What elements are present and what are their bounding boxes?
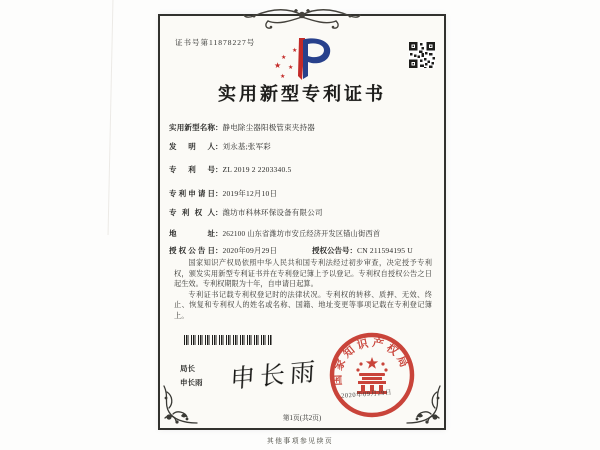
paper-edge-shadow [108,0,114,235]
field-label: 专利号 [169,165,215,174]
svg-text:★: ★ [281,54,287,61]
director-name: 申长雨 [180,378,203,387]
field-value: 262100 山东省潍坊市安丘经济开发区锚山街西首 [222,230,381,238]
field-value: 潍坊市科林环保设备有限公司 [222,208,323,217]
svg-text:★: ★ [274,61,282,70]
field-value: 2020年09月29日 [222,246,278,255]
field-label: 专利申请日 [169,189,215,198]
patent-office-logo-icon [272,36,336,82]
legal-paragraph-1: 国家知识产权局依照中华人民共和国专利法经过初步审查，决定授予专利权，颁发实用新型专利证书并在专利登记簿上予以登记。专利权自授权公告之日起生效。专利权期限为十年，自申请日起算。 [174,259,432,289]
svg-text:★: ★ [280,73,286,80]
field-grant-number: 授权公告号：CN 211594195 U [312,246,413,255]
field-label: 发明人 [169,142,215,151]
page-number: 第1页(共2页) [282,415,322,422]
field-value: 2019年12月10日 [222,189,278,198]
field-patent-number: 专利号：ZL 2019 2 2203340.5 [169,165,292,174]
legal-text-block [174,258,432,322]
field-filing-date: 专利申请日：2019年12月10日 [169,189,278,198]
svg-text:★: ★ [288,64,294,71]
top-border-ornament-icon [242,5,362,33]
field-label: 专利权人 [169,208,215,217]
corner-ornament-right-icon [405,384,443,426]
svg-text:★: ★ [292,47,298,54]
field-label: 实用新型名称 [169,123,215,132]
corner-ornament-left-icon [161,384,199,426]
field-inventors: 发明人：刘永基;张军彩 [169,142,271,151]
field-utility-model-name: 实用新型名称：静电除尘器阳极管束夹持器 [169,123,315,132]
field-value: 静电除尘器阳极管束夹持器 [222,123,315,132]
legal-paragraph-2: 专利证书记载专利权登记时的法律状况。专利权的转移、质押、无效、终止、恢复和专利权人的姓名或名称、国籍、地址变更等事项记载在专利登记簿上。 [174,290,432,320]
continuation-note: 其他事项参见续页 [266,438,334,445]
field-value: ZL 2019 2 2203340.5 [222,165,292,174]
certificate-number: 证书号第11878227号 [175,38,256,47]
official-seal-icon [328,331,416,419]
qr-code-icon [409,41,435,69]
field-grant-date: 授权公告日：2020年09月29日 授权公告号：CN 211594195 U [169,246,413,255]
barcode-icon [184,335,272,345]
director-handwritten-signature: 申长雨 [229,358,321,394]
field-label: 地址 [169,229,215,238]
certificate-frame [158,14,446,430]
certificate-title: 实用新型专利证书 [218,84,386,104]
field-address: 地址：262100 山东省潍坊市安丘经济开发区锚山街西首 [169,229,381,238]
field-label: 授权公告日 [169,246,215,255]
field-value: 刘永基;张军彩 [222,142,271,151]
field-patentee: 专利权人：潍坊市科林环保设备有限公司 [169,208,323,217]
seal-organization-text: 国家知识产权局 [331,337,412,386]
director-title: 局长 [180,364,195,373]
seal-date: 2020年09月29日 [340,389,393,400]
